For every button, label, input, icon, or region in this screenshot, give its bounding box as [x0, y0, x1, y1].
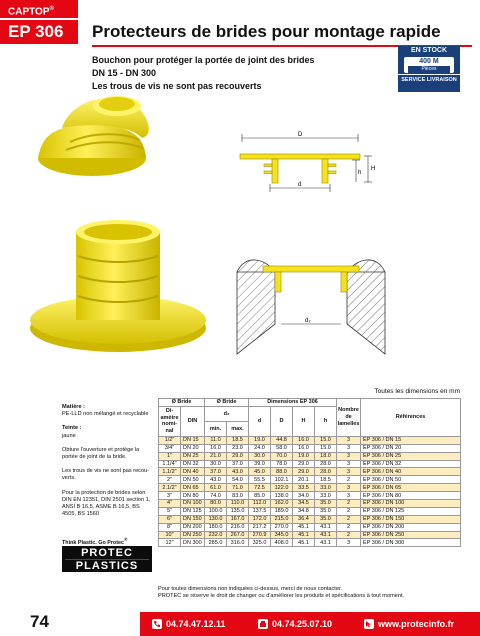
table-cell: DN 20	[181, 444, 205, 452]
table-cell: 61.0	[205, 484, 227, 492]
table-cell: 80.0	[205, 500, 227, 508]
brand-name: CAPTOP	[8, 6, 50, 18]
table-cell: EP 306 / DN 300	[361, 539, 461, 547]
section-drawing	[235, 224, 387, 364]
table-cell: DN 15	[181, 436, 205, 444]
table-cell: 55.5	[249, 476, 271, 484]
page-title: Protecteurs de brides pour montage rapide	[92, 22, 472, 47]
table-cell: DN 300	[181, 539, 205, 547]
table-cell: 28.0	[315, 468, 337, 476]
table-cell: DN 25	[181, 452, 205, 460]
header-dims: Dimensions EP 306	[249, 399, 337, 407]
product-photo	[22, 66, 232, 356]
technical-drawing	[230, 118, 400, 204]
table-cell: 34.8	[293, 507, 315, 515]
table-cell: 345.0	[271, 531, 293, 539]
table-cell: EP 306 / DN 15	[361, 436, 461, 444]
table-cell: 72.5	[249, 484, 271, 492]
table-cell: 24.0	[249, 444, 271, 452]
subtitle-line: DN 15 - DN 300	[92, 68, 157, 78]
table-cell: 15.0	[315, 436, 337, 444]
table-cell: 172.0	[249, 515, 271, 523]
table-row	[159, 492, 461, 500]
stock-qty: 400 M	[419, 58, 439, 65]
header-nombre: Nombre de lamelles	[337, 399, 361, 437]
table-cell: 18.5	[227, 436, 249, 444]
table-cell: EP 306 / DN 80	[361, 492, 461, 500]
table-cell: 45.1	[293, 539, 315, 547]
table-cell: DN 200	[181, 523, 205, 531]
table-cell: 36.4	[293, 515, 315, 523]
dim-label-H: H	[371, 166, 376, 172]
table-cell: 2	[337, 523, 361, 531]
web-contact[interactable]	[364, 618, 454, 630]
logo-line1: PROTEC	[65, 546, 149, 560]
table-cell: 34.5	[293, 500, 315, 508]
table-cell: DN 150	[181, 515, 205, 523]
table-cell: 1.1/4"	[159, 460, 181, 468]
table-cell: 10"	[159, 531, 181, 539]
dim-label-h: h	[358, 170, 362, 176]
table-cell: EP 306 / DN 32	[361, 460, 461, 468]
table-cell: 16.0	[293, 444, 315, 452]
table-cell: 23.0	[227, 444, 249, 452]
table-cell: 1/2"	[159, 436, 181, 444]
table-cell: 138.0	[271, 492, 293, 500]
color-text: jaune	[62, 432, 76, 439]
table-cell: 2	[337, 476, 361, 484]
table-cell: 5"	[159, 507, 181, 515]
table-cell: 189.0	[271, 507, 293, 515]
table-row	[159, 515, 461, 523]
table-cell: 45.1	[293, 531, 315, 539]
table-row	[159, 500, 461, 508]
table-cell: 15.0	[315, 444, 337, 452]
table-cell: 16.0	[205, 444, 227, 452]
table-row	[159, 452, 461, 460]
subtitle-line: Les trous de vis ne sont pas recouverts	[92, 81, 262, 91]
table-cell: DN 65	[181, 484, 205, 492]
foot-note-line: PROTEC se réserve le droit de changer ou d'améliorer les produits et spécifications à tout moment.	[158, 593, 405, 600]
table-cell: 130.0	[205, 515, 227, 523]
table-cell: DN 100	[181, 500, 205, 508]
table-cell: EP 306 / DN 150	[361, 515, 461, 523]
table-cell: 43.1	[315, 523, 337, 531]
table-cell: 19.0	[249, 436, 271, 444]
header-dn: DIN	[181, 406, 205, 436]
cap-profile	[240, 154, 360, 183]
table-cell: 35.0	[315, 515, 337, 523]
table-cell: 100.0	[205, 507, 227, 515]
table-row	[159, 531, 461, 539]
mouse-icon	[364, 619, 374, 629]
table-cell: EP 306 / DN 40	[361, 468, 461, 476]
table-cell: 122.0	[271, 484, 293, 492]
table-cell: 2	[337, 515, 361, 523]
table-cell: 102.1	[271, 476, 293, 484]
color-title: Teinte :	[62, 425, 82, 432]
table-cell: 85.0	[249, 492, 271, 500]
table-cell: DN 250	[181, 531, 205, 539]
table-cell: 18.0	[315, 452, 337, 460]
table-cell: 29.0	[227, 452, 249, 460]
table-cell: 33.5	[293, 484, 315, 492]
table-cell: 19.0	[293, 452, 315, 460]
table-cell: 35.0	[315, 500, 337, 508]
table-cell: 216.0	[227, 523, 249, 531]
table-cell: 45.1	[293, 523, 315, 531]
table-cell: DN 125	[181, 507, 205, 515]
large-cap-image	[30, 220, 206, 352]
table-cell: 162.0	[271, 500, 293, 508]
spec-table	[158, 398, 461, 547]
fax-contact[interactable]	[258, 618, 332, 630]
info-paragraph: Pour la protection de brides selon DIN EN 12351, DIN 2501 section 1, ANSI B 16,5, ASME B 16,5, BS 4505, BS 1560	[62, 489, 151, 518]
table-row	[159, 523, 461, 531]
table-row	[159, 484, 461, 492]
table-cell: 408.0	[271, 539, 293, 547]
table-cell: 6"	[159, 515, 181, 523]
table-cell: 316.0	[227, 539, 249, 547]
table-cell: 43.0	[227, 468, 249, 476]
header-d2: d₂	[205, 406, 249, 421]
small-cap-image	[38, 96, 149, 176]
table-cell: 43.1	[315, 539, 337, 547]
table-cell: 30.0	[249, 452, 271, 460]
table-cell: 325.0	[249, 539, 271, 547]
dim-label-D: D	[298, 132, 303, 138]
table-cell: 21.0	[205, 452, 227, 460]
table-cell: 44.8	[271, 436, 293, 444]
page-footer	[0, 604, 480, 636]
table-cell: 29.0	[293, 460, 315, 468]
header-bride2: Ø Bride	[205, 399, 249, 407]
table-cell: 28.0	[315, 460, 337, 468]
brand-mark: ®	[49, 6, 54, 12]
stock-unit: Pièces	[408, 66, 450, 73]
table-cell: 88.0	[271, 468, 293, 476]
logo-line2: PLASTICS	[75, 560, 139, 572]
table-cell: 39.0	[249, 460, 271, 468]
table-cell: 3	[337, 539, 361, 547]
table-cell: 78.0	[271, 460, 293, 468]
phone-icon	[152, 619, 162, 629]
table-cell: 135.0	[227, 507, 249, 515]
header-max: max.	[227, 421, 249, 436]
table-cell: 37.0	[227, 460, 249, 468]
table-cell: 285.0	[205, 539, 227, 547]
table-cell: 270.9	[249, 531, 271, 539]
dim-label-d2: d₂	[305, 318, 311, 324]
table-cell: 8"	[159, 523, 181, 531]
subtitle-line: Bouchon pour protéger la portée de joint des brides	[92, 55, 315, 65]
foot-note	[158, 586, 404, 600]
table-cell: 2	[337, 531, 361, 539]
header-D: D	[271, 406, 293, 436]
slogan	[62, 537, 154, 546]
table-cell: 3	[337, 444, 361, 452]
fax-icon	[258, 619, 268, 629]
table-cell: 3	[337, 492, 361, 500]
table-cell: 43.1	[315, 531, 337, 539]
table-cell: 4"	[159, 500, 181, 508]
table-cell: 43.0	[205, 476, 227, 484]
table-cell: 2"	[159, 476, 181, 484]
table-cell: 11.0	[205, 436, 227, 444]
table-cell: 33.0	[315, 492, 337, 500]
cap-section	[263, 266, 359, 292]
table-cell: EP 306 / DN 20	[361, 444, 461, 452]
table-cell: 29.0	[293, 468, 315, 476]
table-cell: 3	[337, 484, 361, 492]
table-cell: 20.1	[293, 476, 315, 484]
table-cell: 3	[337, 468, 361, 476]
material-title: Matière :	[62, 404, 86, 410]
stock-badge	[398, 46, 460, 92]
table-cell: 3	[337, 436, 361, 444]
table-cell: 30.0	[205, 460, 227, 468]
table-cell: 180.0	[205, 523, 227, 531]
table-cell: 270.0	[271, 523, 293, 531]
table-cell: DN 32	[181, 460, 205, 468]
table-cell: 137.5	[249, 507, 271, 515]
protec-logo	[62, 546, 152, 572]
stock-title: EN STOCK	[410, 47, 448, 54]
table-cell: 16.0	[293, 436, 315, 444]
table-cell: EP 306 / DN 125	[361, 507, 461, 515]
material-text: PE-LLD non mélangé et recyclable	[62, 411, 149, 418]
table-cell: 74.0	[205, 492, 227, 500]
table-cell: 3/4"	[159, 444, 181, 452]
table-cell: DN 50	[181, 476, 205, 484]
table-cell: 267.0	[227, 531, 249, 539]
spec-table-body	[159, 436, 461, 546]
header-d: d	[249, 406, 271, 436]
table-cell: 1.1/2"	[159, 468, 181, 476]
table-cell: 232.0	[205, 531, 227, 539]
table-cell: 83.0	[227, 492, 249, 500]
table-row	[159, 507, 461, 515]
table-cell: 12"	[159, 539, 181, 547]
table-cell: 35.0	[315, 507, 337, 515]
header-H: H	[293, 406, 315, 436]
table-cell: 110.0	[227, 500, 249, 508]
table-cell: 70.0	[271, 452, 293, 460]
table-cell: EP 306 / DN 65	[361, 484, 461, 492]
table-cell: 71.0	[227, 484, 249, 492]
slogan-text: Think Plastic. Go Protec	[62, 539, 125, 546]
table-cell: 1"	[159, 452, 181, 460]
table-cell: 2.1/2"	[159, 484, 181, 492]
dim-label-d: d	[298, 182, 302, 188]
website-url: www.protecinfo.fr	[378, 619, 455, 629]
table-cell: 54.0	[227, 476, 249, 484]
table-row	[159, 444, 461, 452]
stock-qty-box	[404, 57, 454, 73]
header-ref: Références	[361, 399, 461, 437]
table-cell: DN 80	[181, 492, 205, 500]
table-cell: 45.0	[249, 468, 271, 476]
table-cell: 37.0	[205, 468, 227, 476]
header-h: h	[315, 406, 337, 436]
table-cell: 217.2	[249, 523, 271, 531]
contact-bar	[140, 612, 480, 636]
table-cell: 167.0	[227, 515, 249, 523]
fax-number: 04.74.25.07.10	[272, 619, 333, 629]
dimensions-note: Toutes les dimensions en mm	[374, 388, 460, 395]
table-cell: 215.0	[271, 515, 293, 523]
table-row	[159, 476, 461, 484]
table-cell: DN 40	[181, 468, 205, 476]
foot-note-line: Pour toutes dimensions non indiquées ci-dessus, merci de nous contacter.	[158, 586, 343, 592]
table-cell: 112.0	[249, 500, 271, 508]
table-cell: 33.0	[315, 484, 337, 492]
product-code: EP 306	[0, 20, 78, 44]
page-number: 74	[30, 612, 49, 631]
table-cell: 58.0	[271, 444, 293, 452]
header-min: min.	[205, 421, 227, 436]
header-diam: Di-amètre nomi-nal	[159, 406, 181, 436]
table-row	[159, 468, 461, 476]
table-row	[159, 460, 461, 468]
table-cell: 3	[337, 460, 361, 468]
table-row	[159, 436, 461, 444]
table-cell: 3	[337, 452, 361, 460]
table-cell: 18.5	[315, 476, 337, 484]
table-cell: 34.0	[293, 492, 315, 500]
table-row	[159, 539, 461, 547]
table-cell: EP 306 / DN 50	[361, 476, 461, 484]
header-bride1: Ø Bride	[159, 399, 205, 407]
material-info	[62, 404, 152, 518]
phone-contact[interactable]	[152, 618, 226, 630]
slogan-mark: ®	[124, 537, 128, 542]
brand-tab	[0, 0, 78, 18]
table-cell: EP 306 / DN 250	[361, 531, 461, 539]
table-cell: 3"	[159, 492, 181, 500]
info-paragraph: Obture l'ouverture et protège la portée de joint de la bride.	[62, 446, 140, 461]
phone-number: 04.74.47.12.11	[166, 619, 226, 629]
table-cell: 2	[337, 507, 361, 515]
table-cell: 2	[337, 500, 361, 508]
table-cell: EP 306 / DN 200	[361, 523, 461, 531]
table-cell: EP 306 / DN 25	[361, 452, 461, 460]
stock-service: SERVICE LIVRAISON	[398, 74, 460, 85]
info-paragraph: Les trous de vis ne sont pas recou- verts.	[62, 468, 150, 482]
table-cell: EP 306 / DN 100	[361, 500, 461, 508]
